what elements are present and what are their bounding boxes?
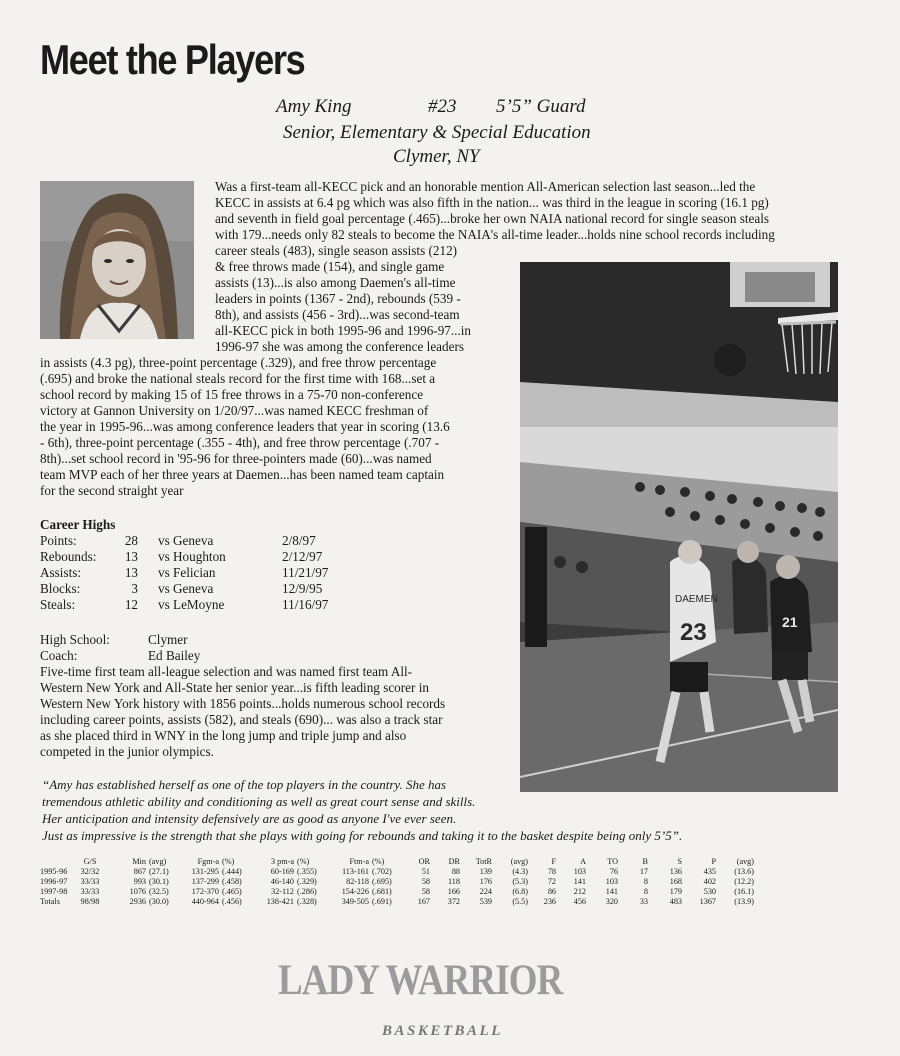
bio-line: victory at Gannon University on 1/20/97...was named KECC freshman of bbox=[40, 403, 429, 418]
bio-line: assists (13)...is also among Daemen's all-time bbox=[215, 275, 456, 290]
table-cell: 46-140 bbox=[270, 877, 294, 886]
table-cell: 141 bbox=[573, 877, 586, 886]
table-cell: 349-505 bbox=[341, 897, 369, 906]
player-position: 5’5” Guard bbox=[496, 96, 586, 117]
bio-line: career steals (483), single season assists (212) bbox=[215, 243, 458, 258]
hs-line: including career points, assists (582), and steals (690)... was also a track star bbox=[40, 712, 443, 727]
table-cell: 33/33 bbox=[80, 877, 100, 886]
hs-line: as she placed third in WNY in the long jump and triple jump and also bbox=[40, 728, 407, 743]
table-cell: (.355) bbox=[297, 867, 317, 876]
table-cell: 1997-98 bbox=[40, 887, 68, 896]
quote-line: Just as impressive is the strength that she plays with going for rebounds and taking it to the basket despite being only 5’5”. bbox=[42, 828, 683, 843]
col-header: (avg) bbox=[510, 857, 528, 866]
bio-line: KECC in assists at 6.4 pg which was also fifth in the nation... was third in the league in scoring (16.1 pg) bbox=[215, 195, 769, 210]
col-header: (avg) bbox=[736, 857, 754, 866]
quote-line: Her anticipation and intensity defensively are as good as anyone I've ever seen. bbox=[42, 811, 457, 826]
stat-opponent: vs Geneva bbox=[158, 533, 214, 548]
stat-value: 3 bbox=[131, 581, 138, 596]
quote-line: “Amy has established herself as one of the top players in the country. She has bbox=[42, 777, 447, 792]
table-cell: 136 bbox=[669, 867, 682, 876]
table-cell: (.328) bbox=[297, 897, 317, 906]
stat-opponent: vs Houghton bbox=[158, 549, 226, 564]
career-highs-title: Career Highs bbox=[40, 517, 116, 532]
stat-date: 2/12/97 bbox=[282, 549, 323, 564]
table-cell: 139 bbox=[479, 867, 492, 876]
table-cell: 179 bbox=[669, 887, 682, 896]
stat-label: Points: bbox=[40, 533, 77, 548]
table-cell: 118 bbox=[448, 877, 460, 886]
table-cell: 1995-96 bbox=[40, 867, 68, 876]
table-cell: 166 bbox=[447, 887, 460, 896]
table-cell: 33/33 bbox=[80, 887, 100, 896]
table-cell: 402 bbox=[703, 877, 716, 886]
table-cell: 32-112 bbox=[271, 887, 294, 896]
coach-label: Coach: bbox=[40, 648, 78, 663]
table-cell: 138-421 bbox=[266, 897, 294, 906]
opponent-jersey-number: 21 bbox=[782, 614, 798, 630]
table-cell: (32.5) bbox=[149, 887, 169, 896]
table-cell: Totals bbox=[40, 897, 60, 906]
coach-value: Ed Bailey bbox=[148, 648, 201, 663]
stat-opponent: vs Felician bbox=[158, 565, 216, 580]
table-cell: 113-161 bbox=[342, 867, 369, 876]
stat-date: 11/21/97 bbox=[282, 565, 329, 580]
table-cell: 1076 bbox=[129, 887, 146, 896]
table-cell: 88 bbox=[451, 867, 460, 876]
bio-line: in assists (4.3 pg), three-point percentage (.329), and free throw percentage bbox=[40, 355, 437, 370]
quote-line: tremendous athletic ability and conditioning as well as great court sense and skills. bbox=[42, 794, 476, 809]
col-header: 3 pm-a bbox=[271, 857, 294, 866]
table-row bbox=[40, 887, 754, 897]
player-number: #23 bbox=[428, 96, 457, 117]
table-cell: 440-964 bbox=[191, 897, 219, 906]
col-header: A bbox=[580, 857, 586, 866]
player-class-major: Senior, Elementary & Special Education bbox=[283, 122, 591, 143]
table-cell: 212 bbox=[573, 887, 586, 896]
bio-line: Was a first-team all-KECC pick and an honorable mention All-American selection last season...led the bbox=[215, 179, 756, 194]
table-cell: 154-226 bbox=[341, 887, 369, 896]
stat-label: Steals: bbox=[40, 597, 76, 612]
bio-line: & free throws made (154), and single game bbox=[215, 259, 445, 274]
table-cell: 51 bbox=[421, 867, 430, 876]
table-cell: 82-118 bbox=[346, 877, 369, 886]
table-cell: 78 bbox=[547, 867, 556, 876]
table-cell: 1996-97 bbox=[40, 877, 68, 886]
bio-line: school record by making 15 of 15 free throws in a 75-70 non-conference bbox=[40, 387, 424, 402]
player-hometown: Clymer, NY bbox=[393, 146, 480, 167]
bio-line: 8th), and assists (456 - 3rd)...was second-team bbox=[215, 307, 460, 322]
table-cell: (5.5) bbox=[512, 897, 528, 906]
table-cell: 172-370 bbox=[191, 887, 219, 896]
bio-line: leaders in points (1367 - 2nd), rebounds (539 - bbox=[215, 291, 461, 306]
table-cell: 98/98 bbox=[80, 897, 100, 906]
stat-value: 28 bbox=[124, 533, 138, 548]
table-cell: (.702) bbox=[372, 867, 392, 876]
table-cell: 456 bbox=[573, 897, 586, 906]
hs-line: Western New York history with 1856 points...holds numerous school records bbox=[40, 696, 446, 711]
col-header: P bbox=[711, 857, 716, 866]
col-header: (%) bbox=[222, 857, 235, 866]
high-school-label: High School: bbox=[40, 632, 110, 647]
col-header: B bbox=[642, 857, 648, 866]
col-header bbox=[40, 857, 74, 867]
table-cell: 320 bbox=[605, 897, 618, 906]
bio-line: with 179...needs only 82 steals to become the NAIA's all-time leader...holds nine school records including bbox=[215, 227, 775, 242]
col-header: (avg) bbox=[149, 857, 167, 866]
table-cell: 867 bbox=[133, 867, 146, 876]
table-cell: (.456) bbox=[222, 897, 242, 906]
col-header: Ftm-a bbox=[349, 857, 369, 866]
jersey-text: DAEMEN bbox=[675, 594, 718, 605]
table-row bbox=[40, 877, 754, 887]
table-cell: (4.3) bbox=[512, 867, 528, 876]
table-cell: 103 bbox=[573, 867, 586, 876]
table-cell: 131-295 bbox=[191, 867, 219, 876]
stat-date: 11/16/97 bbox=[282, 597, 329, 612]
table-cell: 530 bbox=[703, 887, 716, 896]
table-cell: 76 bbox=[609, 867, 618, 876]
table-cell: 372 bbox=[447, 897, 460, 906]
bio-line: (.695) and broke the national steals record for the first time with 168...set a bbox=[40, 371, 436, 386]
high-school-value: Clymer bbox=[148, 632, 188, 647]
table-cell: 1367 bbox=[699, 897, 716, 906]
table-row bbox=[40, 897, 754, 907]
hs-line: competed in the junior olympics. bbox=[40, 744, 214, 759]
bio-line: all-KECC pick in both 1995-96 and 1996-97...in bbox=[215, 323, 472, 338]
table-cell: 236 bbox=[543, 897, 556, 906]
stat-date: 12/9/95 bbox=[282, 581, 323, 596]
bio-line: 8th)...set school record in '95-96 for three-pointers made (60)...was named bbox=[40, 451, 432, 466]
table-cell: 167 bbox=[417, 897, 430, 906]
table-cell: 168 bbox=[669, 877, 682, 886]
table-cell: 539 bbox=[479, 897, 492, 906]
table-cell: (13.6) bbox=[734, 867, 754, 876]
season-stats-table bbox=[40, 857, 754, 907]
table-cell: (12.2) bbox=[734, 877, 754, 886]
table-cell: 435 bbox=[703, 867, 716, 876]
table-cell: (.329) bbox=[297, 877, 317, 886]
table-cell: 72 bbox=[547, 877, 556, 886]
col-header: S bbox=[677, 857, 682, 866]
table-cell: 60-169 bbox=[270, 867, 294, 876]
col-header: (%) bbox=[297, 857, 310, 866]
bio-line: - 6th), three-point percentage (.355 - 4th), and free throw percentage (.707 - bbox=[40, 435, 440, 450]
table-cell: (.444) bbox=[222, 867, 242, 876]
table-cell: 176 bbox=[479, 877, 492, 886]
stat-opponent: vs Geneva bbox=[158, 581, 214, 596]
table-cell: 2936 bbox=[129, 897, 146, 906]
table-cell: 8 bbox=[643, 887, 648, 896]
basketball-logo-subtitle: BASKETBALL bbox=[382, 1023, 503, 1039]
table-cell: (27.1) bbox=[149, 867, 169, 876]
page-title: Meet the Players bbox=[40, 36, 305, 83]
table-cell: 483 bbox=[669, 897, 682, 906]
table-cell: (.465) bbox=[222, 887, 242, 896]
table-cell: 141 bbox=[605, 887, 618, 896]
col-header: TotR bbox=[475, 857, 492, 866]
bio-line: team MVP each of her three years at Daemen...has been named team captain bbox=[40, 467, 445, 482]
hs-line: Western New York and All-State her senior year...is fifth leading scorer in bbox=[40, 680, 429, 695]
stat-opponent: vs LeMoyne bbox=[158, 597, 225, 612]
table-cell: 103 bbox=[605, 877, 618, 886]
table-cell: (.691) bbox=[372, 897, 392, 906]
hs-line: Five-time first team all-league selection and was named first team All- bbox=[40, 664, 413, 679]
table-cell: (.695) bbox=[372, 877, 392, 886]
bio-line: 1996-97 she was among the conference leaders bbox=[215, 339, 464, 354]
table-cell: (30.0) bbox=[149, 897, 169, 906]
table-cell: (.458) bbox=[222, 877, 242, 886]
stat-label: Rebounds: bbox=[40, 549, 97, 564]
stat-value: 12 bbox=[124, 597, 138, 612]
table-cell: 58 bbox=[421, 877, 430, 886]
table-cell: 33 bbox=[639, 897, 648, 906]
bio-line: for the second straight year bbox=[40, 483, 184, 498]
table-cell: (.681) bbox=[372, 887, 392, 896]
table-cell: (30.1) bbox=[149, 877, 169, 886]
col-header: DR bbox=[448, 857, 460, 866]
bio-line: the year in 1995-96...was among conference leaders that year in scoring (13.6 bbox=[40, 419, 450, 434]
col-header: F bbox=[551, 857, 556, 866]
table-cell: (5.3) bbox=[512, 877, 528, 886]
table-row bbox=[40, 867, 754, 877]
table-cell: 8 bbox=[643, 877, 648, 886]
table-cell: (.286) bbox=[297, 887, 317, 896]
table-cell: (6.8) bbox=[512, 887, 528, 896]
table-cell: 32/32 bbox=[80, 867, 100, 876]
lady-warrior-logo: LADY WARRIOR bbox=[278, 957, 563, 1004]
stat-value: 13 bbox=[124, 565, 138, 580]
table-cell: 17 bbox=[639, 867, 648, 876]
col-header: G/S bbox=[83, 857, 97, 866]
table-cell: 137-299 bbox=[191, 877, 219, 886]
table-cell: (16.1) bbox=[734, 887, 754, 896]
player-name: Amy King bbox=[276, 96, 352, 117]
table-cell: 58 bbox=[421, 887, 430, 896]
stat-label: Blocks: bbox=[40, 581, 81, 596]
col-header: Min bbox=[132, 857, 146, 866]
table-cell: 993 bbox=[133, 877, 146, 886]
table-header-row bbox=[40, 857, 754, 867]
col-header: OR bbox=[418, 857, 430, 866]
col-header: TO bbox=[607, 857, 618, 866]
table-cell: (13.9) bbox=[734, 897, 754, 906]
stat-value: 13 bbox=[124, 549, 138, 564]
bio-line: and seventh in field goal percentage (.465)...broke her own NAIA national record for single season steals bbox=[215, 211, 770, 226]
stat-label: Assists: bbox=[40, 565, 82, 580]
jersey-number: 23 bbox=[680, 619, 707, 646]
table-cell: 86 bbox=[547, 887, 556, 896]
col-header: (%) bbox=[372, 857, 385, 866]
table-cell: 224 bbox=[479, 887, 492, 896]
col-header: Fgm-a bbox=[197, 857, 219, 866]
stat-date: 2/8/97 bbox=[282, 533, 316, 548]
